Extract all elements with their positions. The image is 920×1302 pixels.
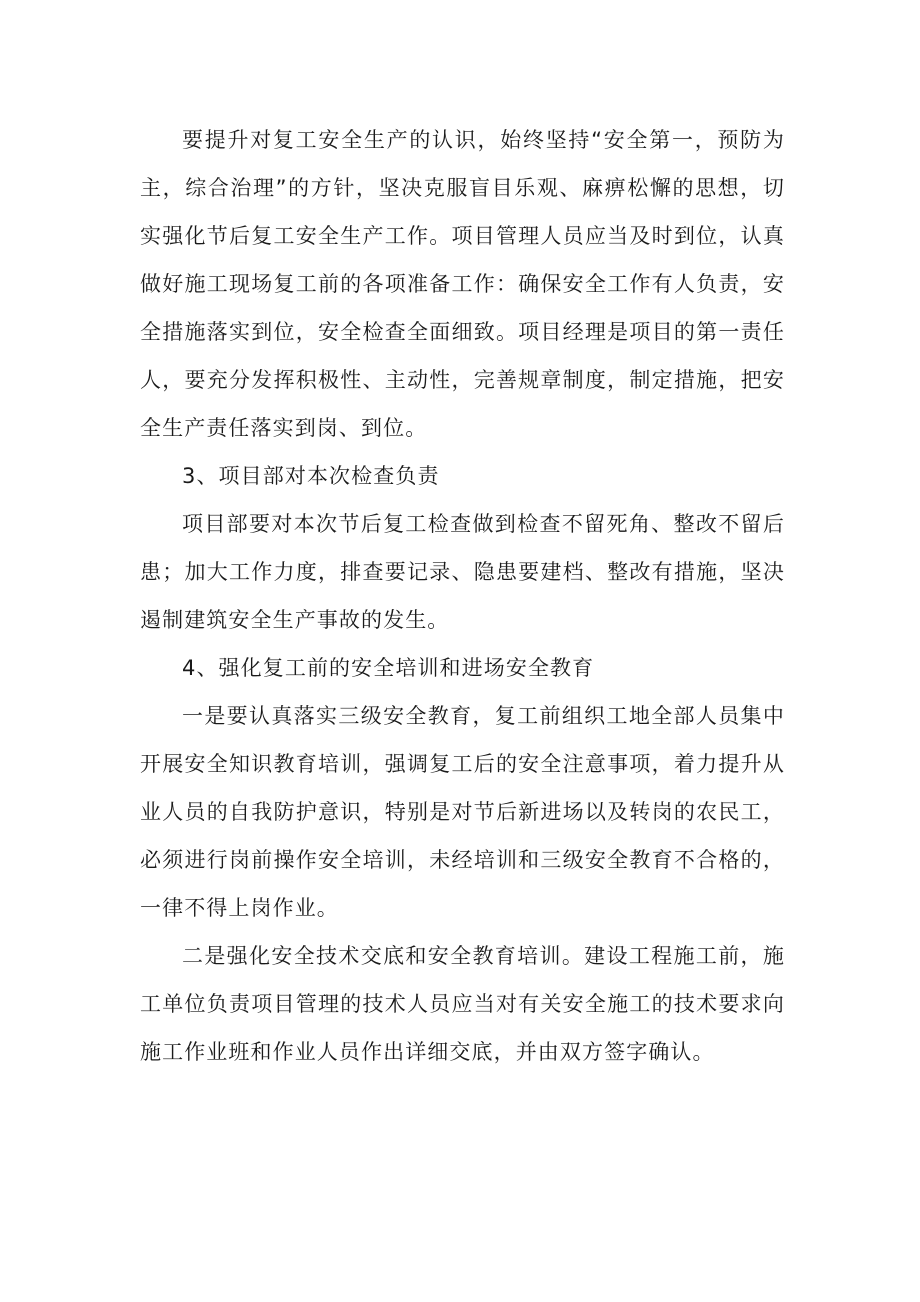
paragraph-three-level-education: 一是要认真落实三级安全教育，复工前组织工地全部人员集中开展安全知识教育培训，强调复工后的安全注意事项，着力提升从业人员的自我防护意识，特别是对节后新进场以及转岗的农民工，必须进行岗前操作安全培训，未经培训和三级安全教育不合格的，一律不得上岗作业。 xyxy=(140,704,785,920)
paragraph-safety-awareness: 要提升对复工安全生产的认识，始终坚持“安全第一，预防为主，综合治理”的方针，坚决克服盲目乐观、麻痹松懈的思想，切实强化节后复工安全生产工作。项目管理人员应当及时到位，认真做好施工现场复工前的各项准备工作：确保安全工作有人负责，安全措施落实到位，安全检查全面细致。项目经理是项目的第一责任人，要充分发挥积极性、主动性，完善规章制度，制定措施，把安全生产责任落实到岗、到位。 xyxy=(140,128,785,440)
document-body xyxy=(140,116,785,1076)
section-heading-3: 3、项目部对本次检查负责 xyxy=(182,464,440,488)
paragraph-technical-briefing: 二是强化安全技术交底和安全教育培训。建设工程施工前，施工单位负责项目管理的技术人员应当对有关安全施工的技术要求向施工作业班和作业人员作出详细交底，并由双方签字确认。 xyxy=(140,944,785,1064)
paragraph-inspection-responsibility: 项目部要对本次节后复工检查做到检查不留死角、整改不留后患；加大工作力度，排查要记录、隐患要建档、整改有措施，坚决遏制建筑安全生产事故的发生。 xyxy=(140,512,785,632)
section-heading-4: 4、强化复工前的安全培训和进场安全教育 xyxy=(182,656,595,680)
